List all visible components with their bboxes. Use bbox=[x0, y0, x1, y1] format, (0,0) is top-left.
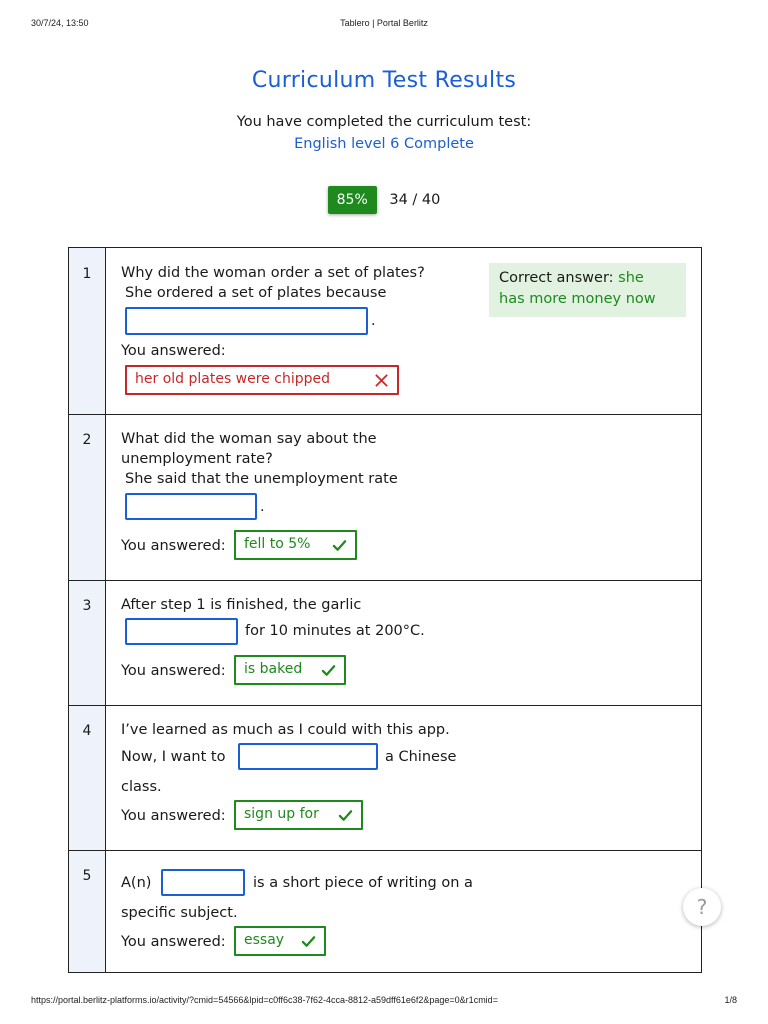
check-icon bbox=[338, 808, 353, 823]
result-row-5 bbox=[69, 850, 701, 974]
you-answered-label: You answered: bbox=[121, 538, 226, 554]
check-icon bbox=[321, 663, 336, 678]
user-answer-correct bbox=[234, 655, 346, 685]
print-url: https://portal.berlitz-platforms.io/activity/?cmid=54566&lpid=c0ff6c38-7f62-4cca-8812-a59dff61e6f2&page=0&r1cmid= bbox=[31, 995, 498, 1005]
question-number: 5 bbox=[82, 868, 92, 884]
user-answer-text: essay bbox=[244, 932, 285, 948]
user-answer-correct bbox=[234, 800, 363, 830]
question-text-after-blank: for 10 minutes at 200°C. bbox=[245, 623, 425, 639]
correct-answer-text: she bbox=[618, 270, 644, 286]
question-prompt: She said that the unemployment rate bbox=[125, 471, 398, 487]
answer-blank bbox=[238, 743, 378, 770]
answer-blank bbox=[161, 869, 245, 896]
answer-blank bbox=[125, 493, 257, 520]
you-answered-label: You answered: bbox=[121, 663, 226, 679]
score-summary bbox=[0, 186, 768, 214]
result-row-3 bbox=[69, 580, 701, 706]
help-button[interactable] bbox=[683, 888, 721, 926]
question-number: 3 bbox=[82, 598, 92, 614]
question-text-after-blank: a Chinese bbox=[385, 749, 457, 765]
question-text-cont: unemployment rate? bbox=[121, 451, 273, 467]
question-text-before-blank: A(n) bbox=[121, 875, 152, 891]
print-datetime: 30/7/24, 13:50 bbox=[31, 18, 89, 28]
correct-answer-text-cont: has more money now bbox=[499, 291, 656, 307]
check-icon bbox=[301, 934, 316, 949]
question-text: After step 1 is finished, the garlic bbox=[121, 597, 362, 613]
question-text-cont: specific subject. bbox=[121, 905, 238, 921]
answer-blank bbox=[125, 307, 368, 335]
question-number: 4 bbox=[82, 723, 92, 739]
results-table bbox=[68, 247, 702, 973]
you-answered-label: You answered: bbox=[121, 934, 226, 950]
result-row-1 bbox=[69, 248, 701, 415]
check-icon bbox=[332, 538, 347, 553]
user-answer-text: fell to 5% bbox=[244, 536, 311, 552]
you-answered-label: You answered: bbox=[121, 808, 226, 824]
page-title: Curriculum Test Results bbox=[251, 68, 517, 93]
question-text: I’ve learned as much as I could with this app. bbox=[121, 722, 450, 738]
result-row-4 bbox=[69, 705, 701, 851]
answer-blank bbox=[125, 618, 238, 645]
cross-icon bbox=[374, 373, 389, 388]
question-text: What did the woman say about the bbox=[121, 431, 377, 447]
question-text-cont: class. bbox=[121, 779, 162, 795]
question-number: 1 bbox=[82, 266, 92, 282]
sentence-period: . bbox=[260, 499, 265, 515]
question-prompt: She ordered a set of plates because bbox=[125, 285, 387, 301]
sentence-period: . bbox=[371, 313, 376, 329]
score-percent-badge: 85% bbox=[328, 186, 377, 214]
score-count: 34 / 40 bbox=[389, 192, 441, 208]
result-row-2 bbox=[69, 414, 701, 581]
question-number: 2 bbox=[82, 432, 92, 448]
test-name: English level 6 Complete bbox=[294, 136, 474, 152]
user-answer-text: sign up for bbox=[244, 806, 319, 822]
user-answer-incorrect bbox=[125, 365, 399, 395]
user-answer-correct bbox=[234, 530, 357, 560]
completion-message: You have completed the curriculum test: bbox=[236, 114, 532, 130]
you-answered-label: You answered: bbox=[121, 343, 226, 359]
question-text: Why did the woman order a set of plates? bbox=[121, 265, 425, 281]
correct-answer-box bbox=[489, 263, 686, 317]
question-text-before-blank: Now, I want to bbox=[121, 749, 226, 765]
user-answer-text: is baked bbox=[244, 661, 303, 677]
correct-answer-label: Correct answer: bbox=[499, 270, 614, 286]
question-text-after-blank: is a short piece of writing on a bbox=[253, 875, 473, 891]
print-page-title: Tablero | Portal Berlitz bbox=[340, 18, 428, 28]
print-page-count: 1/8 bbox=[724, 995, 737, 1005]
user-answer-correct bbox=[234, 926, 326, 956]
user-answer-text: her old plates were chipped bbox=[135, 371, 330, 387]
help-icon: ? bbox=[696, 895, 708, 919]
